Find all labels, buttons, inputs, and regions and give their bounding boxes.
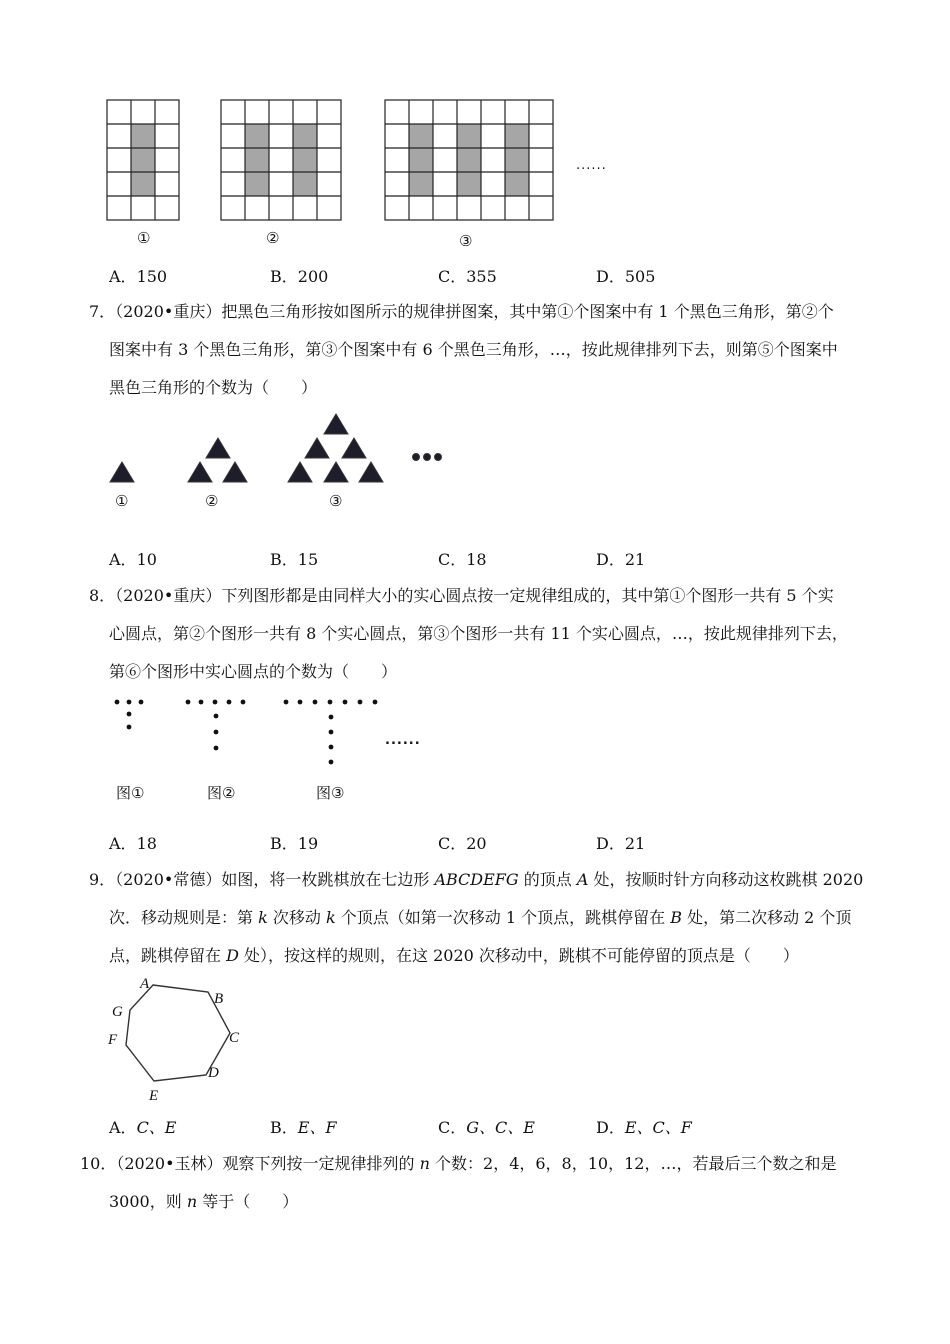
q6-fig-label-3: ③ [459, 232, 473, 250]
q7-option-c[interactable]: C．18 [438, 550, 487, 569]
q6-option-c[interactable]: C．355 [438, 267, 497, 286]
q6-figure-1-grid [107, 100, 179, 220]
q8-ellipsis: ...... [385, 733, 421, 748]
q9-stem-line-2: 次．移动规则是：第 k 次移动 k 个顶点（如第一次移动 1 个顶点，跳棋停留在 B 处，第二次移动 2 个顶 [109, 908, 852, 927]
q6-figure-3-grid [385, 100, 553, 220]
q9-vertex-f: F [108, 1032, 118, 1048]
q6-option-d[interactable]: D．505 [596, 267, 656, 286]
q7-fig-label-3: ③ [329, 492, 343, 510]
q8-stem-line-1: 8．（2020•重庆）下列图形都是由同样大小的实心圆点按一定规律组成的，其中第①个图形一共有 5 个实 [89, 586, 834, 605]
q8-figures-dots [105, 695, 435, 765]
q8-stem-line-3: 第⑥个图形中实心圆点的个数为（ ） [109, 662, 398, 681]
q9-vertex-c: C [229, 1030, 240, 1046]
q9-stem-line-1: 9．（2020•常德）如图，将一枚跳棋放在七边形 ABCDEFG 的顶点 A 处，按顺时针方向移动这枚跳棋 2020 [89, 870, 864, 889]
q7-fig-label-2: ② [205, 492, 219, 510]
q8-option-b[interactable]: B．19 [270, 834, 319, 853]
q9-vertex-a: A [140, 976, 150, 992]
q6-figure-2-grid [221, 100, 341, 220]
q8-fig-label-1: 图① [116, 784, 145, 802]
q9-stem-line-3: 点，跳棋停留在 D 处），按这样的规则，在这 2020 次移动中，跳棋不可能停留的顶点是（ ） [109, 946, 799, 965]
q6-fig-label-1: ① [137, 229, 151, 247]
q10-stem-line-1: 10．（2020•玉林）观察下列按一定规律排列的 n 个数：2，4，6，8，10，12，…，若最后三个数之和是 [80, 1154, 837, 1173]
q7-stem-line-3: 黑色三角形的个数为（ ） [109, 378, 318, 397]
q9-vertex-e: E [149, 1088, 159, 1104]
q7-fig-label-1: ① [115, 492, 129, 510]
q9-option-d[interactable]: D．E、C、F [596, 1118, 692, 1137]
q8-fig-label-3: 图③ [316, 784, 345, 802]
q9-heptagon-figure [100, 975, 250, 1104]
q7-option-d[interactable]: D．21 [596, 550, 646, 569]
q7-figures-triangles [105, 410, 445, 485]
q7-option-a[interactable]: A．10 [109, 550, 157, 569]
q7-stem-line-2: 图案中有 3 个黑色三角形，第③个图案中有 6 个黑色三角形，…，按此规律排列下去，则第⑤个图案中 [109, 340, 838, 359]
q8-stem-line-2: 心圆点，第②个图形一共有 8 个实心圆点，第③个图形一共有 11 个实心圆点，…，按此规律排列下去， [109, 624, 848, 643]
q6-option-b[interactable]: B．200 [270, 267, 329, 286]
q8-option-d[interactable]: D．21 [596, 834, 646, 853]
q9-option-a[interactable]: A．C、E [109, 1118, 177, 1137]
q9-option-b[interactable]: B．E、F [270, 1118, 337, 1137]
q6-ellipsis: ...... [576, 158, 607, 173]
q9-option-c[interactable]: C．G、C、E [438, 1118, 535, 1137]
q10-stem-line-2: 3000，则 n 等于（ ） [109, 1192, 299, 1211]
q7-option-b[interactable]: B．15 [270, 550, 319, 569]
q9-vertex-g: G [112, 1004, 123, 1020]
q6-fig-label-2: ② [266, 229, 280, 247]
q9-vertex-d: D [208, 1065, 219, 1081]
q9-vertex-b: B [214, 991, 224, 1007]
q6-option-a[interactable]: A．150 [109, 267, 168, 286]
q8-option-c[interactable]: C．20 [438, 834, 487, 853]
q7-stem-line-1: 7．（2020•重庆）把黑色三角形按如图所示的规律拼图案，其中第①个图案中有 1 个黑色三角形，第②个 [89, 302, 834, 321]
q8-fig-label-2: 图② [207, 784, 236, 802]
q8-option-a[interactable]: A．18 [109, 834, 157, 853]
